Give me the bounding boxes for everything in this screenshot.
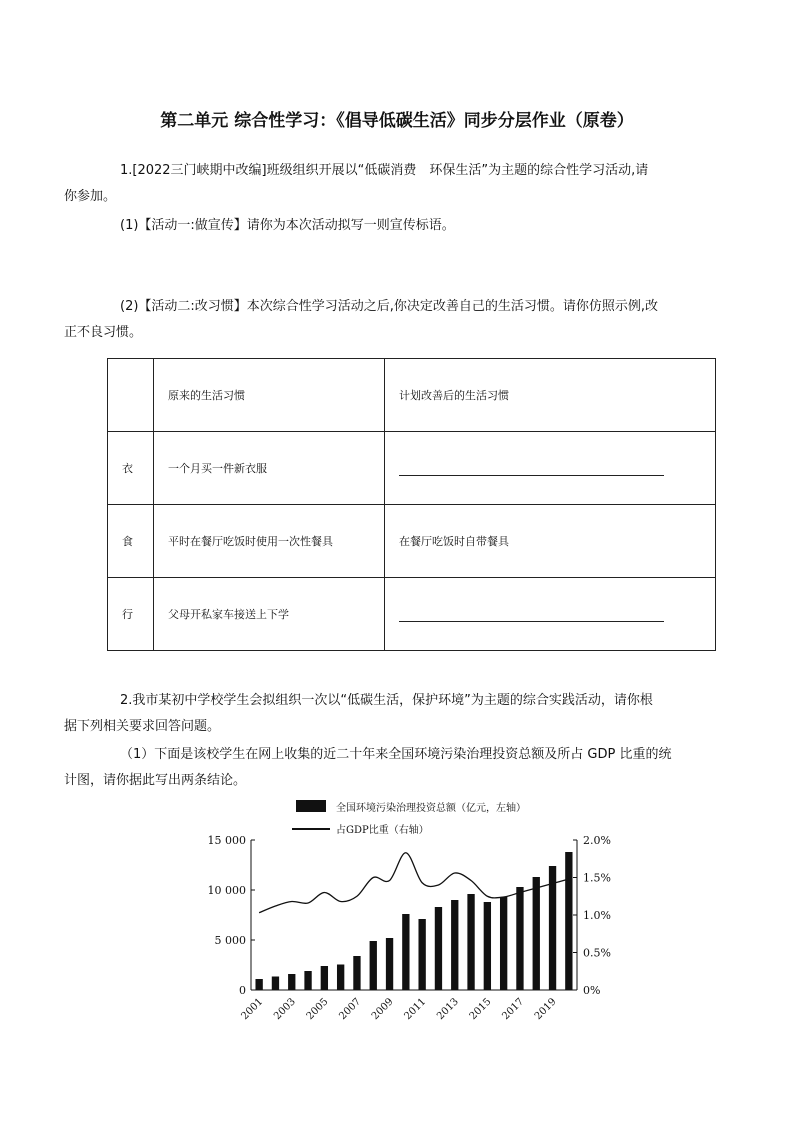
- question-1-intro: [64, 158, 712, 210]
- y-right-tick-label: 0%: [583, 984, 601, 997]
- x-tick-label: 2009: [369, 996, 396, 1023]
- question-2-intro: [64, 688, 712, 740]
- x-tick-label: 2017: [500, 996, 527, 1023]
- y-right-tick-label: 1.5%: [583, 871, 611, 885]
- table-header-cell: 计划改善后的生活习惯: [385, 359, 716, 432]
- row-improved-habit-blank[interactable]: [385, 432, 716, 505]
- bar: [337, 965, 344, 991]
- x-tick-label: 2013: [435, 996, 461, 1023]
- bar: [321, 966, 328, 990]
- y-left-tick-label: 10 000: [207, 884, 246, 897]
- table-row: [108, 578, 716, 651]
- row-label: 衣: [108, 432, 154, 505]
- bar: [402, 914, 409, 990]
- bar: [516, 887, 523, 990]
- chart: [207, 790, 640, 1030]
- y-left-tick-label: 5 000: [214, 934, 246, 947]
- table-row: [108, 505, 716, 578]
- bar: [484, 902, 491, 990]
- x-tick-label: 2005: [304, 996, 331, 1023]
- question-2-intro-line1: 2.我市某初中学校学生会拟组织一次以“低碳生活，保护环境”为主题的综合实践活动，请你根: [120, 693, 653, 708]
- bar: [304, 971, 311, 990]
- row-label: 行: [108, 578, 154, 651]
- bar: [353, 956, 360, 990]
- table-row: [108, 432, 716, 505]
- bar: [565, 852, 572, 990]
- bar: [435, 907, 442, 990]
- row-original-habit: 父母开私家车接送上下学: [154, 578, 385, 651]
- answer-blank-line[interactable]: [399, 461, 664, 476]
- bar: [418, 919, 425, 990]
- habits-table: [107, 358, 716, 651]
- y-left-tick-label: 15 000: [207, 834, 246, 847]
- question-1-sub1: (1)【活动一:做宣传】请你为本次活动拟写一则宣传标语。: [120, 218, 455, 233]
- x-tick-label: 2003: [272, 996, 298, 1023]
- x-tick-label: 2001: [239, 996, 266, 1023]
- y-left-tick-label: 0: [239, 984, 246, 997]
- legend-line-label: 占GDP比重（右轴）: [336, 825, 429, 836]
- row-improved-habit: 在餐厅吃饭时自带餐具: [385, 505, 716, 578]
- bar: [451, 900, 458, 990]
- table-header-cell: 原来的生活习惯: [154, 359, 385, 432]
- x-tick-label: 2015: [467, 996, 494, 1023]
- question-1-sub2-line2: 正不良习惯。: [64, 325, 143, 340]
- question-2-intro-line2: 据下列相关要求回答问题。: [64, 719, 221, 734]
- bar: [370, 941, 377, 990]
- bar: [386, 938, 393, 990]
- question-1-intro-line1: 1.[2022三门峡期中改编]班级组织开展以“低碳消费 环保生活”为主题的综合性学习活动,请: [120, 163, 649, 178]
- page-title: 第二单元 综合性学习：《倡导低碳生活》同步分层作业（原卷）: [160, 111, 634, 131]
- question-2-sub1-line2: 计图，请你据此写出两条结论。: [64, 773, 247, 788]
- bar: [288, 974, 295, 990]
- question-1-intro-line2: 你参加。: [64, 189, 117, 204]
- table-header-cell: [108, 359, 154, 432]
- y-right-tick-label: 0.5%: [583, 946, 611, 960]
- bar: [467, 894, 474, 990]
- question-1-sub2-line1: (2)【活动二:改习惯】本次综合性学习活动之后,你决定改善自己的生活习惯。请你仿照示例,改: [120, 299, 659, 314]
- row-label: 食: [108, 505, 154, 578]
- x-tick-label: 2019: [532, 996, 559, 1023]
- answer-blank-line[interactable]: [399, 607, 664, 622]
- y-right-tick-label: 1.0%: [583, 909, 611, 922]
- x-tick-label: 2007: [337, 996, 364, 1023]
- chart-svg: [207, 790, 640, 1030]
- bar: [255, 979, 262, 990]
- row-improved-habit-blank[interactable]: [385, 578, 716, 651]
- table-header-row: [108, 359, 716, 432]
- question-2-sub1-line1: （1）下面是该校学生在网上收集的近二十年来全国环境污染治理投资总额及所占 GDP 比重的统: [120, 747, 672, 762]
- bar: [272, 977, 279, 991]
- row-original-habit: 平时在餐厅吃饭时使用一次性餐具: [154, 505, 385, 578]
- y-right-tick-label: 2.0%: [583, 834, 611, 847]
- question-2-sub1: [64, 742, 712, 794]
- question-1-sub2: [64, 294, 712, 346]
- bar: [500, 897, 507, 990]
- bar: [533, 877, 540, 990]
- row-original-habit: 一个月买一件新衣服: [154, 432, 385, 505]
- legend-bar-label: 全国环境污染治理投资总额（亿元，左轴）: [336, 803, 526, 814]
- x-tick-label: 2011: [402, 996, 429, 1023]
